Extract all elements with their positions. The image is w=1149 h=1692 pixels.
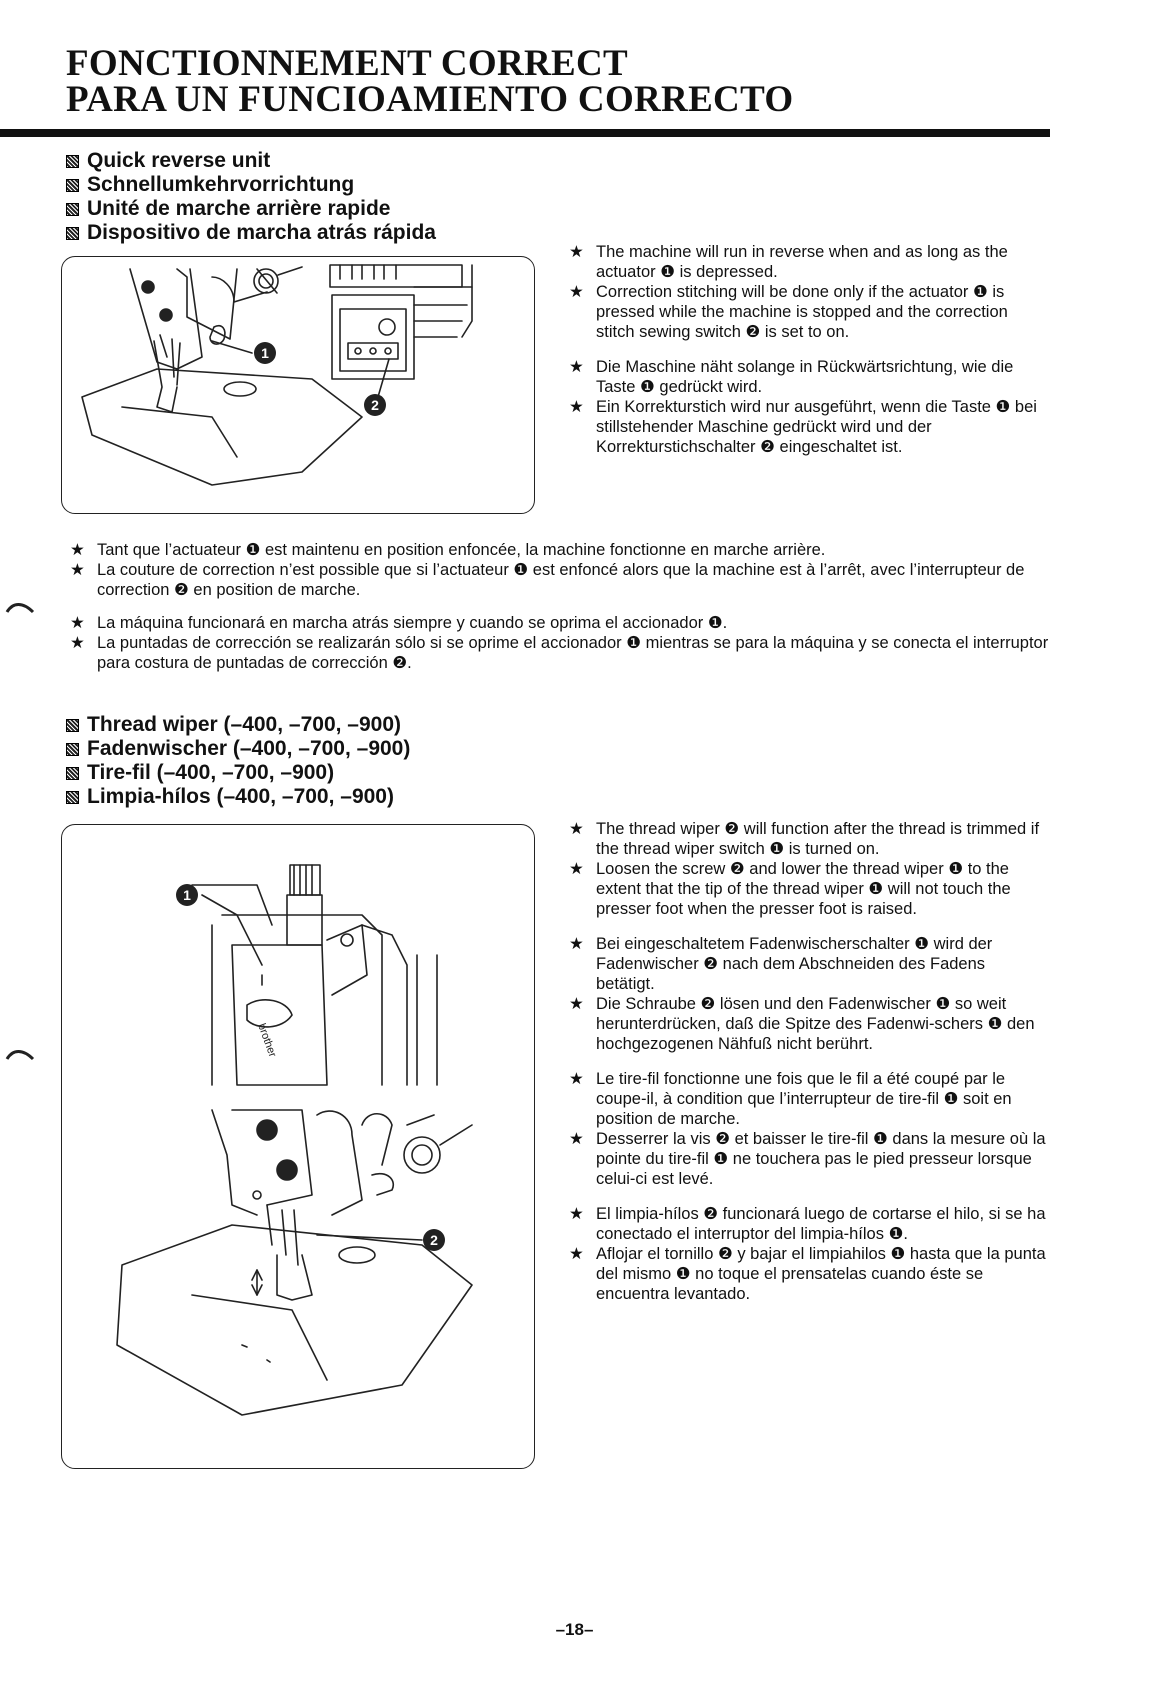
thread-wiper-illustration: [62, 825, 536, 1470]
paragraph-english: [567, 819, 1047, 919]
section1-wide-text: [68, 540, 1053, 686]
title-line-1: FONCTIONNEMENT CORRECT: [66, 43, 628, 84]
title-line-2: PARA UN FUNCIOAMIENTO CORRECTO: [66, 79, 794, 120]
heading-item: Quick reverse unit: [66, 149, 436, 173]
heading-item: Tire-fil (–400, –700, –900): [66, 761, 410, 785]
paragraph-german: [567, 357, 1047, 457]
note-item: ★ Aflojar el tornillo ❷ y bajar el limpiahilos ❶ hasta que la punta del mismo ❶ no toque el prensatelas cuando éste se encuentra levantado.: [569, 1245, 1046, 1303]
paragraph-french: [567, 1069, 1047, 1189]
star-icon: ★: [569, 935, 584, 953]
sewing-machine-head-illustration: [62, 257, 536, 515]
heading-item: Schnellumkehrvorrichtung: [66, 173, 436, 197]
bullet-square-icon: [66, 791, 79, 804]
note-item: ★ Loosen the screw ❷ and lower the thread wiper ❶ to the extent that the tip of the thread wiper ❶ will not touch the presser foot when the presser foot is raised.: [569, 860, 1011, 918]
star-icon: ★: [569, 1130, 584, 1148]
margin-mark-icon: [5, 1047, 35, 1063]
star-icon: ★: [569, 1245, 584, 1263]
bullet-square-icon: [66, 203, 79, 216]
note-item: ★ Die Maschine näht solange in Rückwärtsrichtung, wie die Taste ❶ gedrückt wird.: [569, 358, 1014, 396]
page-number: –18–: [555, 1620, 594, 1639]
section2-right-text: [567, 819, 1047, 1319]
note-item: ★ Bei eingeschaltetem Fadenwischerschalter ❶ wird der Fadenwischer ❷ nach dem Abschneiden des Fadens betätigt.: [569, 935, 993, 993]
star-icon: ★: [569, 243, 584, 261]
star-icon: ★: [569, 1070, 584, 1088]
note-item: ★ Tant que l’actuateur ❶ est maintenu en position enfoncée, la machine fonctionne en marche arrière.: [70, 541, 826, 559]
title-rule: [0, 129, 1050, 137]
svg-text:1: 1: [261, 345, 269, 361]
svg-text:1: 1: [183, 887, 191, 903]
heading-item: Thread wiper (–400, –700, –900): [66, 713, 410, 737]
paragraph-spanish: [68, 613, 1053, 673]
note-item: ★ El limpia-hílos ❷ funcionará luego de cortarse el hilo, si se ha conectado el interruptor del limpia-hílos ❶.: [569, 1205, 1046, 1243]
star-icon: ★: [569, 995, 584, 1013]
note-item: ★ Correction stitching will be done only if the actuator ❶ is pressed while the machine is stopped and the correction stitch sewing switch ❷ is set to on.: [569, 283, 1008, 341]
note-item: ★ Desserrer la vis ❷ et baisser le tire-fil ❶ dans la mesure où la pointe du tire-fil ❶ ne touchera pas le pied presseur lorsque celui-ci est levé.: [569, 1130, 1046, 1188]
heading-item: Limpia-hílos (–400, –700, –900): [66, 785, 410, 809]
thread-wiper-figure: [61, 824, 535, 1469]
paragraph-english: [567, 242, 1047, 342]
section2-headings: [66, 713, 410, 809]
bullet-square-icon: [66, 179, 79, 192]
svg-text:2: 2: [430, 1232, 438, 1248]
star-icon: ★: [569, 398, 584, 416]
note-item: ★ The machine will run in reverse when and as long as the actuator ❶ is depressed.: [569, 243, 1008, 281]
star-icon: ★: [70, 634, 85, 652]
bullet-square-icon: [66, 743, 79, 756]
star-icon: ★: [70, 614, 85, 632]
paragraph-german: [567, 934, 1047, 1054]
bullet-square-icon: [66, 719, 79, 732]
note-item: ★ Ein Korrekturstich wird nur ausgeführt, wenn die Taste ❶ bei stillstehender Maschine gedrückt wird und der Korrekturstichschalter ❷ eingeschaltet ist.: [569, 398, 1037, 456]
star-icon: ★: [569, 820, 584, 838]
svg-text:2: 2: [371, 397, 379, 413]
star-icon: ★: [70, 561, 85, 579]
star-icon: ★: [569, 860, 584, 878]
note-item: ★ Die Schraube ❷ lösen und den Fadenwischer ❶ so weit herunterdrücken, daß die Spitze des Fadenwi-schers ❶ den hochgezogenen Nähfuß nicht berührt.: [569, 995, 1035, 1053]
star-icon: ★: [569, 283, 584, 301]
paragraph-french: [68, 540, 1053, 600]
star-icon: ★: [569, 358, 584, 376]
heading-item: Unité de marche arrière rapide: [66, 197, 436, 221]
note-item: ★ Le tire-fil fonctionne une fois que le fil a été coupé par le coupe-il, à condition que l’interrupteur de tire-fil ❶ soit en position de marche.: [569, 1070, 1012, 1128]
margin-mark-icon: [5, 600, 35, 616]
star-icon: ★: [70, 541, 85, 559]
note-item: ★ La puntadas de corrección se realizarán sólo si se oprime el accionador ❶ mientras se para la máquina y se conecta el interruptor para costura de puntadas de corrección ❷.: [70, 634, 1049, 672]
heading-item: Fadenwischer (–400, –700, –900): [66, 737, 410, 761]
note-item: ★ La máquina funcionará en marcha atrás siempre y cuando se oprima el accionador ❶.: [70, 614, 728, 632]
star-icon: ★: [569, 1205, 584, 1223]
bullet-square-icon: [66, 155, 79, 168]
note-item: ★ The thread wiper ❷ will function after the thread is trimmed if the thread wiper switch ❶ is turned on.: [569, 820, 1040, 858]
section1-headings: [66, 149, 436, 245]
heading-item: Dispositivo de marcha atrás rápida: [66, 221, 436, 245]
section1-right-text: [567, 242, 1047, 472]
svg-text:brother: brother: [255, 1021, 279, 1059]
bullet-square-icon: [66, 227, 79, 240]
note-item: ★ La couture de correction n’est possible que si l’actuateur ❶ est enfoncé alors que la machine est à l’arrêt, avec l’interrupteur de correction ❷ en position de marche.: [70, 561, 1025, 599]
page-title: [66, 43, 794, 120]
paragraph-spanish: [567, 1204, 1047, 1304]
quick-reverse-figure: [61, 256, 535, 514]
bullet-square-icon: [66, 767, 79, 780]
